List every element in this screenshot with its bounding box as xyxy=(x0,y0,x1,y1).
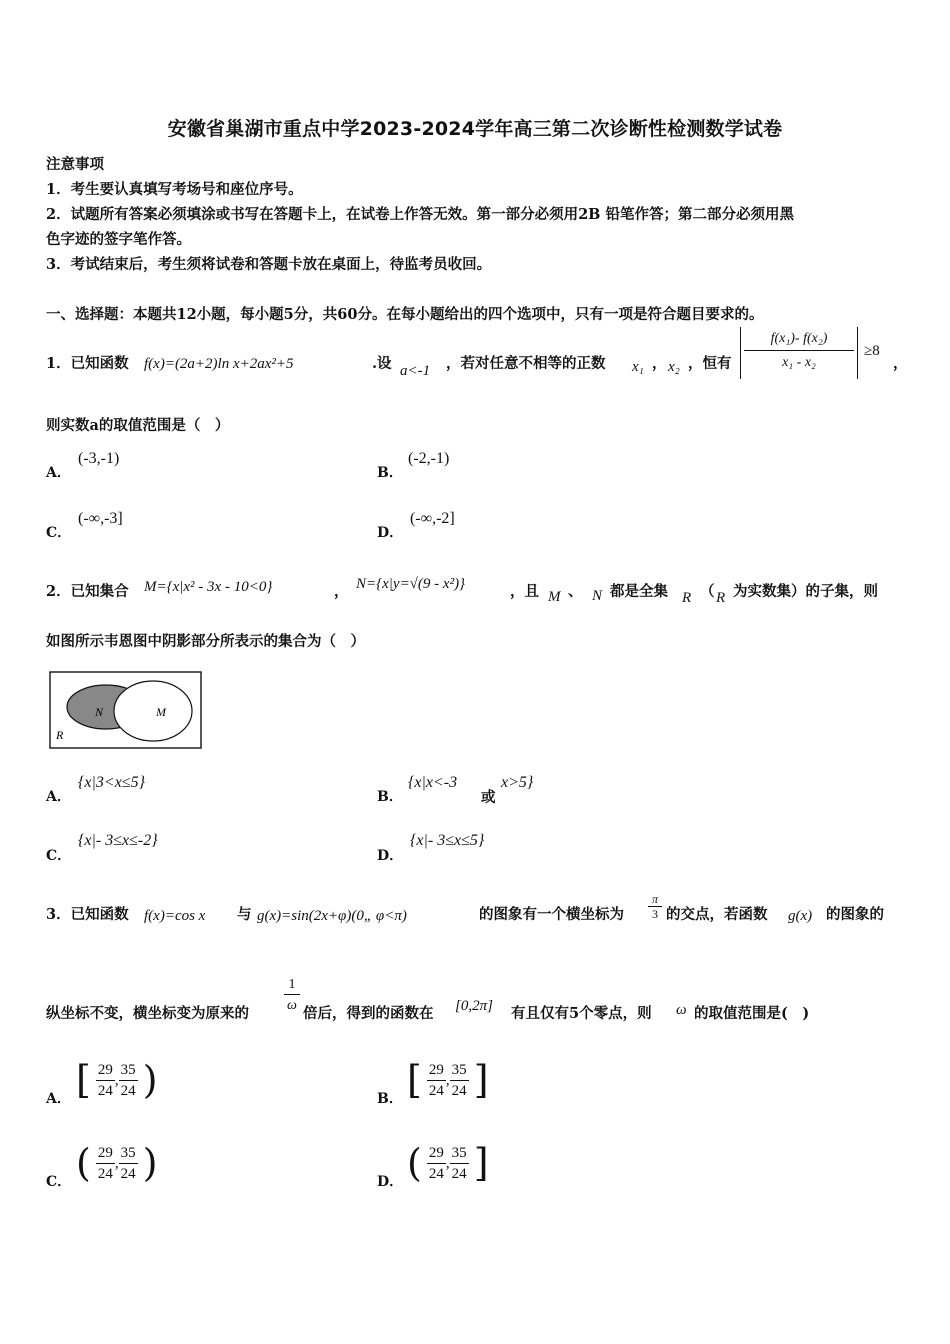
num: 35 xyxy=(119,1060,138,1081)
q3-pi-over-3 xyxy=(648,892,662,922)
q3-text: 的交点，若函数 xyxy=(666,906,768,923)
q3-option-b-frac1 xyxy=(427,1060,446,1101)
q3-g2: g(x) xyxy=(788,908,813,924)
venn-label-n: N xyxy=(95,705,104,719)
den: 24 xyxy=(97,1165,113,1182)
num: 29 xyxy=(427,1060,446,1081)
note-item: 2．试题所有答案必须填涂或书写在答题卡上，在试卷上作答无效。第一部分必须用2B 铅笔作答；第二部分必须用黑 xyxy=(46,206,794,223)
q3-option-d-left: ( xyxy=(407,1141,422,1185)
q3-option-c-frac1 xyxy=(96,1143,115,1184)
q2-prefix: 2．已知集合 xyxy=(46,583,129,600)
notes-heading: 注意事项 xyxy=(46,156,104,173)
q2-text: ， xyxy=(334,583,349,600)
q3-option-c xyxy=(76,1141,158,1185)
num: 29 xyxy=(96,1143,115,1164)
q2-text: 为实数集）的子集，则 xyxy=(733,583,878,600)
q1-text: .设 xyxy=(372,355,392,372)
q2-set-m: M={x|x² - 3x - 10<0} xyxy=(144,579,273,595)
q2-set-n: N={x|y=√(9 - x²)} xyxy=(356,576,466,592)
q2-option-b-label: B． xyxy=(377,789,403,805)
q2-option-a-label: A． xyxy=(46,789,71,805)
den: 24 xyxy=(120,1165,136,1182)
q2-text: ，且 xyxy=(510,583,539,600)
q3-omega: ω xyxy=(287,998,297,1013)
q3-interval: [0,2π] xyxy=(455,998,493,1014)
q3-option-d-frac2 xyxy=(450,1143,469,1184)
den: 24 xyxy=(97,1082,113,1099)
q3-option-c-label: C． xyxy=(46,1174,72,1190)
page-title: 安徽省巢湖市重点中学2023-2024学年高三第二次诊断性检测数学试卷 xyxy=(167,118,783,140)
q3-option-d-label: D． xyxy=(377,1174,404,1190)
note-item: 1．考生要认真填写考场号和座位序号。 xyxy=(46,181,303,198)
q3-text: 有且仅有5个零点，则 xyxy=(511,1005,652,1022)
q1-x2: x₂ xyxy=(668,359,680,375)
q2-m: M xyxy=(548,589,561,605)
q1-ge: ≥8 xyxy=(864,343,880,359)
num: 29 xyxy=(96,1060,115,1081)
q3-text: 的图象的 xyxy=(826,906,884,923)
q3-option-a xyxy=(76,1058,158,1102)
comma: , xyxy=(114,1072,119,1089)
den: 24 xyxy=(451,1165,467,1182)
q3-prefix: 3．已知函数 xyxy=(46,906,129,923)
q1-option-d-label: D． xyxy=(377,525,404,541)
q1-function: f(x)=(2a+2)ln x+2ax²+5 xyxy=(144,356,294,372)
q3-option-a-label: A． xyxy=(46,1091,71,1107)
q1-prefix: 1．已知函数 xyxy=(46,355,129,372)
comma: , xyxy=(445,1072,450,1089)
q3-option-a-frac2 xyxy=(119,1060,138,1101)
venn-diagram xyxy=(49,671,203,751)
num: 35 xyxy=(119,1143,138,1164)
q3-omega2: ω xyxy=(676,1002,687,1018)
q3-option-d xyxy=(407,1141,489,1185)
q2-text: 都是全集 xyxy=(610,583,668,600)
q3-option-b-label: B． xyxy=(377,1091,403,1107)
q3-pi: π xyxy=(648,892,662,907)
q2-r2: R xyxy=(716,590,726,606)
venn-label-m: M xyxy=(156,705,166,719)
q3-option-a-frac1 xyxy=(96,1060,115,1101)
q3-g: g(x)=sin(2x+φ)(0„ φ<π) xyxy=(257,908,407,924)
comma: , xyxy=(445,1155,450,1172)
q1-line2: 则实数a的取值范围是（ ） xyxy=(46,417,230,434)
q3-option-b-frac2 xyxy=(450,1060,469,1101)
q1-text: ，若对任意不相等的正数 xyxy=(446,355,606,372)
q1-numerator: f(x₁)- f(x₂) xyxy=(744,328,854,351)
q3-option-b-right: ] xyxy=(473,1058,489,1102)
q1-option-a: (-3,-1) xyxy=(78,450,120,467)
q2-r: R xyxy=(682,590,692,606)
q3-option-a-left: [ xyxy=(76,1058,91,1102)
q3-one-over-omega xyxy=(284,976,300,1017)
abs-bar-left xyxy=(740,327,741,379)
num: 35 xyxy=(450,1060,469,1081)
den: 24 xyxy=(428,1165,444,1182)
q1-option-c-label: C． xyxy=(46,525,72,541)
section-heading: 一、选择题：本题共12小题，每小题5分，共60分。在每小题给出的四个选项中，只有一项是符合题目要求的。 xyxy=(46,306,764,323)
q2-line2: 如图所示韦恩图中阴影部分所表示的集合为（ ） xyxy=(46,633,365,650)
q3-text: 倍后，得到的函数在 xyxy=(303,1005,434,1022)
q1-text: ， xyxy=(652,355,667,372)
comma: , xyxy=(114,1155,119,1172)
abs-bar-right xyxy=(857,327,858,379)
q2-option-b-part2: x>5} xyxy=(501,774,534,791)
q3-text: 的图象有一个横坐标为 xyxy=(479,906,624,923)
q1-fraction xyxy=(744,328,854,375)
q3-option-d-right: ] xyxy=(473,1141,489,1185)
q3-three: 3 xyxy=(652,907,658,921)
q1-condition: a<-1 xyxy=(400,363,431,379)
venn-label-r: R xyxy=(56,728,64,742)
q2-option-c-label: C． xyxy=(46,848,72,864)
q1-x1: x₁ xyxy=(632,359,644,375)
q3-one: 1 xyxy=(284,976,300,995)
q1-option-d: (-∞,-2] xyxy=(410,510,455,527)
q3-option-d-frac1 xyxy=(427,1143,446,1184)
q3-f: f(x)=cos x xyxy=(144,908,206,924)
q3-option-a-right: ) xyxy=(142,1058,158,1102)
q2-n: N xyxy=(592,588,603,604)
q1-option-a-label: A． xyxy=(46,465,71,481)
den: 24 xyxy=(428,1082,444,1099)
q2-option-a: {x|3<x≤5} xyxy=(78,774,145,791)
den: 24 xyxy=(451,1082,467,1099)
q2-option-d: {x|- 3≤x≤5} xyxy=(410,832,485,849)
q3-line2: 纵坐标不变，横坐标变为原来的 xyxy=(46,1005,249,1022)
q3-option-b-left: [ xyxy=(407,1058,422,1102)
note-item: 色字迹的签字笔作答。 xyxy=(46,231,191,248)
venn-set-m xyxy=(114,681,192,741)
q3-text: 的取值范围是( ) xyxy=(694,1005,810,1022)
den: 24 xyxy=(120,1082,136,1099)
q3-option-c-right: ) xyxy=(142,1141,158,1185)
q2-text: （ xyxy=(700,583,715,600)
q1-option-b-label: B． xyxy=(377,465,403,481)
q3-option-c-left: ( xyxy=(76,1141,91,1185)
q1-text: ，恒有 xyxy=(688,355,732,372)
q1-text: ， xyxy=(893,355,908,372)
q2-option-d-label: D． xyxy=(377,848,404,864)
q3-text: 与 xyxy=(237,906,252,923)
num: 29 xyxy=(427,1143,446,1164)
note-item: 3．考试结束后，考生须将试卷和答题卡放在桌面上，待监考员收回。 xyxy=(46,256,492,273)
q1-option-c: (-∞,-3] xyxy=(78,510,123,527)
q1-denominator: x₁ - x₂ xyxy=(782,355,816,370)
q2-option-b: {x|x<-3 xyxy=(408,774,458,791)
q1-option-b: (-2,-1) xyxy=(408,450,450,467)
num: 35 xyxy=(450,1143,469,1164)
q2-option-c: {x|- 3≤x≤-2} xyxy=(78,832,158,849)
q2-option-b-or: 或 xyxy=(481,789,496,806)
q3-option-c-frac2 xyxy=(119,1143,138,1184)
q2-text: 、 xyxy=(568,583,583,600)
q3-option-b xyxy=(407,1058,489,1102)
